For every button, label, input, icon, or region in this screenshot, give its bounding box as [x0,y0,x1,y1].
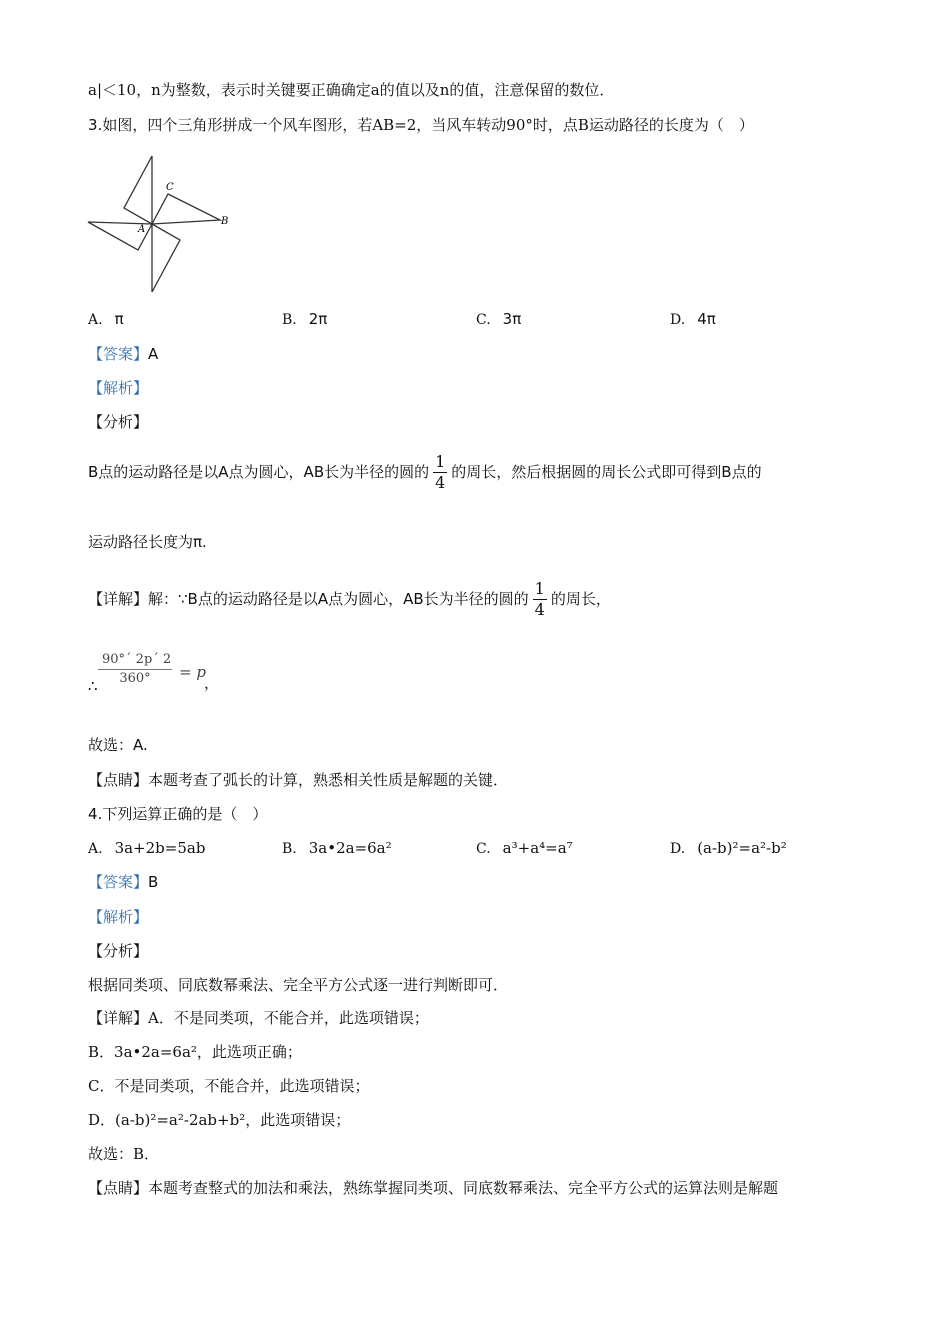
q4-fenxi: 根据同类项、同底数幂乘法、完全平方公式逐一进行判断即可． [88,976,509,994]
q4-option-c-key: C. [476,841,491,857]
q3-dianjing-tag: 【点睛】 [88,771,149,789]
q3-option-d-key: D. [670,312,686,328]
continued-text-line: a|＜10，n为整数，表示时关键要正确确定a的值以及n的值，注意保留的数位． [88,81,615,99]
q3-option-b [282,309,327,330]
windmill-lines [88,156,220,292]
q4-option-c-text: a³+a⁴=a⁷ [502,839,573,857]
q4-stem [88,804,267,824]
q3-answer-value: A [148,345,159,363]
q3-option-b-key: B. [282,312,297,328]
formula-denominator: 360° [98,669,172,688]
arc-length-formula [98,651,175,688]
q4-answer-value: B [148,873,159,891]
formula-rhs: = p [179,663,206,681]
q4-option-b [282,838,392,859]
q3-detail-line [88,578,611,620]
q4-option-d-key: D. [670,841,686,857]
q3-option-a [88,309,124,330]
q4-dianjing-text: 本题考查整式的加法和乘法，熟练掌握同类项、同底数幂乘法、完全平方公式的运算法则是解题 [148,1179,779,1197]
q4-dianjing [88,1178,778,1198]
q4-fenxi-tag: 【分析】 [88,942,149,960]
q3-dianjing-text: 本题考查了弧长的计算，熟悉相关性质是解题的关键． [148,771,509,789]
q4-option-b-key: B. [282,841,297,857]
q4-detail-a [88,1008,429,1028]
q3-answer-tag: 【答案】 [88,345,149,363]
q4-answer [88,872,158,892]
q4-option-a-key: A. [88,841,103,857]
label-b: B [221,216,229,227]
formula-tail: ， [204,674,220,692]
q3-option-a-key: A. [88,312,103,328]
q3-fenxi-line2: 运动路径长度为π. [88,533,207,551]
q3-option-a-text: π [114,310,124,328]
quarter-denominator: 4 [435,473,446,492]
q3-jiexi-tag: 【解析】 [88,379,149,397]
q3-choose: 故选：A. [88,736,148,754]
q3-dianjing [88,770,508,790]
detail-quarter-fraction [533,579,547,620]
q4-detail-b: B．3a•2a=6a²，此选项正确； [88,1043,302,1061]
q4-detail-d: D．(a-b)²=a²-2ab+b²，此选项错误； [88,1111,351,1129]
q4-jiexi-tag: 【解析】 [88,908,149,926]
formula-numerator: 90°´ 2p´ 2 [102,652,172,667]
q3-option-c [476,309,521,330]
q4-option-d [670,838,787,859]
windmill-figure [86,150,246,295]
q3-stem-text: 如图，四个三角形拼成一个风车图形，若AB=2，当风车转动90°时，点B运动路径的长度为（ ） [102,116,754,134]
q3-fenxi-line1 [88,451,762,493]
q3-detail-part1: 解：∵B点的运动路径是以A点为圆心，AB长为半径的圆的 [148,590,529,608]
q3-option-c-text: 3π [502,310,522,328]
q3-answer [88,344,158,364]
q3-detail-part2: 的周长， [550,590,611,608]
q3-fenxi-part1: B点的运动路径是以A点为圆心，AB长为半径的圆的 [88,463,430,481]
q4-option-a-text: 3a+2b=5ab [114,839,206,857]
q3-stem [88,115,754,135]
windmill-triangle-right [152,194,220,224]
label-a: A [138,224,146,235]
q3-option-d-text: 4π [697,310,716,328]
q3-option-b-text: 2π [308,310,328,328]
label-c: C [166,182,174,193]
q3-number: 3. [88,116,103,134]
detail-quarter-denominator: 4 [534,600,545,619]
q3-option-d [670,309,716,330]
q4-option-c [476,838,573,859]
windmill-triangle-up [124,156,152,224]
q4-option-d-text: (a-b)²=a²-b² [697,839,787,857]
q3-fenxi-tag: 【分析】 [88,413,149,431]
q3-detail-tag: 【详解】 [88,590,149,608]
quarter-fraction [433,452,447,493]
q3-fenxi-part2: 的周长，然后根据圆的周长公式即可得到B点的 [451,463,762,481]
detail-quarter-numerator: 1 [534,579,545,598]
q3-option-c-key: C. [476,312,491,328]
q4-stem-text: 下列运算正确的是（ ） [102,805,268,823]
therefore-symbol: ∴ [88,677,98,695]
q4-choose: 故选：B． [88,1145,160,1163]
q4-detail-a-text: A．不是同类项，不能合并，此选项错误； [148,1009,429,1027]
q4-number: 4. [88,805,103,823]
q4-detail-tag: 【详解】 [88,1009,149,1027]
q4-answer-tag: 【答案】 [88,873,149,891]
q4-detail-c: C．不是同类项，不能合并，此选项错误； [88,1077,370,1095]
windmill-triangle-down [152,224,180,292]
q4-dianjing-tag: 【点睛】 [88,1179,149,1197]
q4-option-b-text: 3a•2a=6a² [308,839,392,857]
q4-option-a [88,838,205,859]
quarter-numerator: 1 [435,452,446,471]
